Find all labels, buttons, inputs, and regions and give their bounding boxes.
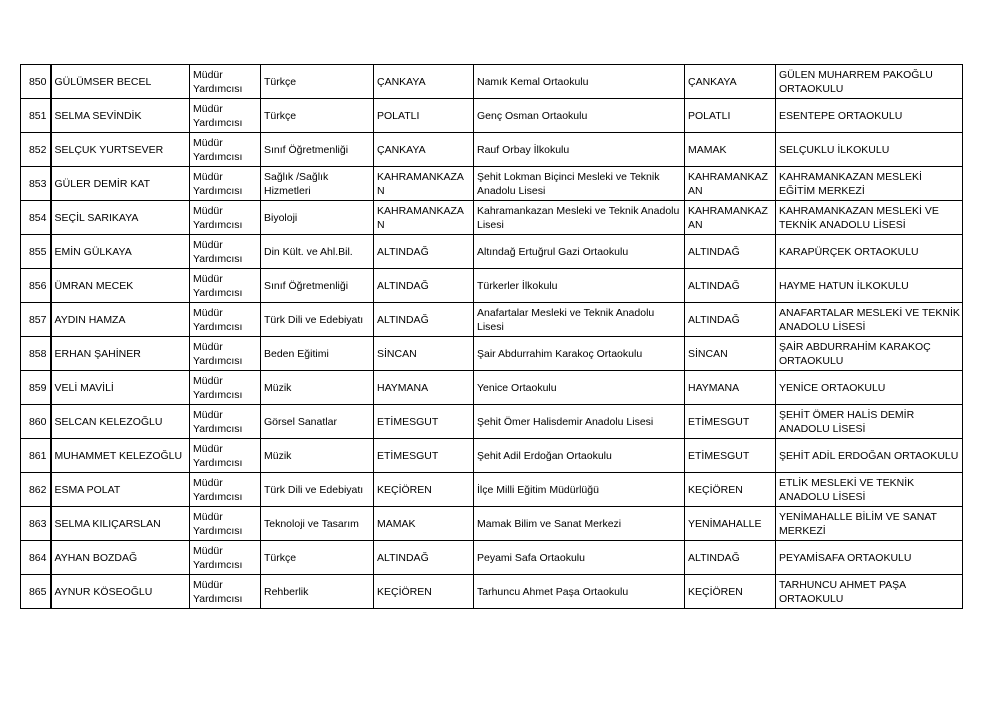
assigned-district: SİNCAN [685, 337, 776, 371]
assigned-school: ETLİK MESLEKİ VE TEKNİK ANADOLU LİSESİ [776, 473, 963, 507]
person-name: SELCAN KELEZOĞLU [51, 405, 190, 439]
current-district: KAHRAMANKAZAN [374, 201, 474, 235]
current-district: KEÇİÖREN [374, 575, 474, 609]
branch: Türkçe [261, 99, 374, 133]
current-school: Altındağ Ertuğrul Gazi Ortaokulu [474, 235, 685, 269]
assigned-district: KAHRAMANKAZAN [685, 201, 776, 235]
current-school: Tarhuncu Ahmet Paşa Ortaokulu [474, 575, 685, 609]
assigned-district: MAMAK [685, 133, 776, 167]
current-district: SİNCAN [374, 337, 474, 371]
assigned-school: KAHRAMANKAZAN MESLEKİ EĞİTİM MERKEZİ [776, 167, 963, 201]
row-number: 859 [21, 371, 51, 405]
branch: Biyoloji [261, 201, 374, 235]
current-school: Rauf Orbay İlkokulu [474, 133, 685, 167]
row-number: 856 [21, 269, 51, 303]
position-title: Müdür Yardımcısı [190, 201, 261, 235]
table-row [21, 303, 963, 337]
current-district: KEÇİÖREN [374, 473, 474, 507]
current-district: ÇANKAYA [374, 133, 474, 167]
table-row [21, 99, 963, 133]
assigned-school: GÜLEN MUHARREM PAKOĞLU ORTAOKULU [776, 65, 963, 99]
person-name: GÜLÜMSER BECEL [51, 65, 190, 99]
assigned-school: ESENTEPE ORTAOKULU [776, 99, 963, 133]
row-number: 851 [21, 99, 51, 133]
current-school: Mamak Bilim ve Sanat Merkezi [474, 507, 685, 541]
assigned-district: KEÇİÖREN [685, 473, 776, 507]
person-name: SEÇİL SARIKAYA [51, 201, 190, 235]
row-number: 861 [21, 439, 51, 473]
table-row [21, 201, 963, 235]
assigned-school: ŞEHİT ADİL ERDOĞAN ORTAOKULU [776, 439, 963, 473]
current-district: ÇANKAYA [374, 65, 474, 99]
assigned-school: HAYME HATUN İLKOKULU [776, 269, 963, 303]
assigned-school: SELÇUKLU İLKOKULU [776, 133, 963, 167]
current-district: HAYMANA [374, 371, 474, 405]
position-title: Müdür Yardımcısı [190, 337, 261, 371]
table-row [21, 575, 963, 609]
assigned-district: ALTINDAĞ [685, 303, 776, 337]
branch: Beden Eğitimi [261, 337, 374, 371]
current-school: Şair Abdurrahim Karakoç Ortaokulu [474, 337, 685, 371]
table-row [21, 507, 963, 541]
assigned-district: POLATLI [685, 99, 776, 133]
assigned-district: KEÇİÖREN [685, 575, 776, 609]
position-title: Müdür Yardımcısı [190, 541, 261, 575]
table-row [21, 371, 963, 405]
position-title: Müdür Yardımcısı [190, 65, 261, 99]
assigned-school: YENİCE ORTAOKULU [776, 371, 963, 405]
position-title: Müdür Yardımcısı [190, 269, 261, 303]
person-name: GÜLER DEMİR KAT [51, 167, 190, 201]
person-name: ERHAN ŞAHİNER [51, 337, 190, 371]
assigned-school: ŞAİR ABDURRAHİM KARAKOÇ ORTAOKULU [776, 337, 963, 371]
person-name: ESMA POLAT [51, 473, 190, 507]
current-school: Şehit Adil Erdoğan Ortaokulu [474, 439, 685, 473]
row-number: 854 [21, 201, 51, 235]
current-school: Peyami Safa Ortaokulu [474, 541, 685, 575]
current-district: ALTINDAĞ [374, 541, 474, 575]
person-name: SELMA KILIÇARSLAN [51, 507, 190, 541]
assignment-table [20, 64, 963, 609]
person-name: MUHAMMET KELEZOĞLU [51, 439, 190, 473]
row-number: 864 [21, 541, 51, 575]
row-number: 852 [21, 133, 51, 167]
person-name: AYDIN HAMZA [51, 303, 190, 337]
row-number: 865 [21, 575, 51, 609]
branch: Türk Dili ve Edebiyatı [261, 303, 374, 337]
current-school: Türkerler İlkokulu [474, 269, 685, 303]
table-row [21, 167, 963, 201]
table-row [21, 65, 963, 99]
assigned-school: KARAPÜRÇEK ORTAOKULU [776, 235, 963, 269]
table-body [21, 65, 963, 609]
current-school: Şehit Ömer Halisdemir Anadolu Lisesi [474, 405, 685, 439]
assigned-school: KAHRAMANKAZAN MESLEKİ VE TEKNİK ANADOLU LİSESİ [776, 201, 963, 235]
branch: Türkçe [261, 65, 374, 99]
position-title: Müdür Yardımcısı [190, 235, 261, 269]
position-title: Müdür Yardımcısı [190, 405, 261, 439]
current-district: MAMAK [374, 507, 474, 541]
row-number: 858 [21, 337, 51, 371]
current-district: KAHRAMANKAZAN [374, 167, 474, 201]
person-name: ÜMRAN MECEK [51, 269, 190, 303]
branch: Sınıf Öğretmenliği [261, 269, 374, 303]
branch: Rehberlik [261, 575, 374, 609]
position-title: Müdür Yardımcısı [190, 507, 261, 541]
table-row [21, 337, 963, 371]
position-title: Müdür Yardımcısı [190, 473, 261, 507]
current-school: Anafartalar Mesleki ve Teknik Anadolu Lisesi [474, 303, 685, 337]
current-district: ALTINDAĞ [374, 303, 474, 337]
assigned-district: ETİMESGUT [685, 405, 776, 439]
position-title: Müdür Yardımcısı [190, 371, 261, 405]
assigned-school: PEYAMİSAFA ORTAOKULU [776, 541, 963, 575]
table-row [21, 133, 963, 167]
assigned-school: TARHUNCU AHMET PAŞA ORTAOKULU [776, 575, 963, 609]
position-title: Müdür Yardımcısı [190, 575, 261, 609]
person-name: VELİ MAVİLİ [51, 371, 190, 405]
assigned-district: KAHRAMANKAZAN [685, 167, 776, 201]
assigned-district: ALTINDAĞ [685, 541, 776, 575]
current-school: İlçe Milli Eğitim Müdürlüğü [474, 473, 685, 507]
table-row [21, 269, 963, 303]
current-school: Genç Osman Ortaokulu [474, 99, 685, 133]
assigned-school: ANAFARTALAR MESLEKİ VE TEKNİK ANADOLU LİSESİ [776, 303, 963, 337]
person-name: AYHAN BOZDAĞ [51, 541, 190, 575]
table-row [21, 473, 963, 507]
current-district: ETİMESGUT [374, 405, 474, 439]
current-district: POLATLI [374, 99, 474, 133]
branch: Türk Dili ve Edebiyatı [261, 473, 374, 507]
table-row [21, 235, 963, 269]
row-number: 863 [21, 507, 51, 541]
table-row [21, 405, 963, 439]
current-school: Şehit Lokman Biçinci Mesleki ve Teknik Anadolu Lisesi [474, 167, 685, 201]
assigned-district: HAYMANA [685, 371, 776, 405]
row-number: 860 [21, 405, 51, 439]
current-school: Namık Kemal Ortaokulu [474, 65, 685, 99]
person-name: SELÇUK YURTSEVER [51, 133, 190, 167]
row-number: 850 [21, 65, 51, 99]
row-number: 853 [21, 167, 51, 201]
assigned-district: ÇANKAYA [685, 65, 776, 99]
row-number: 862 [21, 473, 51, 507]
person-name: EMİN GÜLKAYA [51, 235, 190, 269]
position-title: Müdür Yardımcısı [190, 133, 261, 167]
current-school: Kahramankazan Mesleki ve Teknik Anadolu Lisesi [474, 201, 685, 235]
branch: Teknoloji ve Tasarım [261, 507, 374, 541]
table-row [21, 541, 963, 575]
row-number: 857 [21, 303, 51, 337]
branch: Müzik [261, 439, 374, 473]
person-name: SELMA SEVİNDİK [51, 99, 190, 133]
current-school: Yenice Ortaokulu [474, 371, 685, 405]
current-district: ALTINDAĞ [374, 235, 474, 269]
current-district: ETİMESGUT [374, 439, 474, 473]
position-title: Müdür Yardımcısı [190, 167, 261, 201]
assigned-district: ETİMESGUT [685, 439, 776, 473]
branch: Sınıf Öğretmenliği [261, 133, 374, 167]
branch: Görsel Sanatlar [261, 405, 374, 439]
table-row [21, 439, 963, 473]
assigned-school: ŞEHİT ÖMER HALİS DEMİR ANADOLU LİSESİ [776, 405, 963, 439]
person-name: AYNUR KÖSEOĞLU [51, 575, 190, 609]
assigned-district: YENİMAHALLE [685, 507, 776, 541]
row-number: 855 [21, 235, 51, 269]
position-title: Müdür Yardımcısı [190, 303, 261, 337]
position-title: Müdür Yardımcısı [190, 99, 261, 133]
assigned-school: YENİMAHALLE BİLİM VE SANAT MERKEZİ [776, 507, 963, 541]
branch: Müzik [261, 371, 374, 405]
branch: Din Kült. ve Ahl.Bil. [261, 235, 374, 269]
assigned-district: ALTINDAĞ [685, 269, 776, 303]
position-title: Müdür Yardımcısı [190, 439, 261, 473]
branch: Sağlık /Sağlık Hizmetleri [261, 167, 374, 201]
branch: Türkçe [261, 541, 374, 575]
current-district: ALTINDAĞ [374, 269, 474, 303]
assigned-district: ALTINDAĞ [685, 235, 776, 269]
